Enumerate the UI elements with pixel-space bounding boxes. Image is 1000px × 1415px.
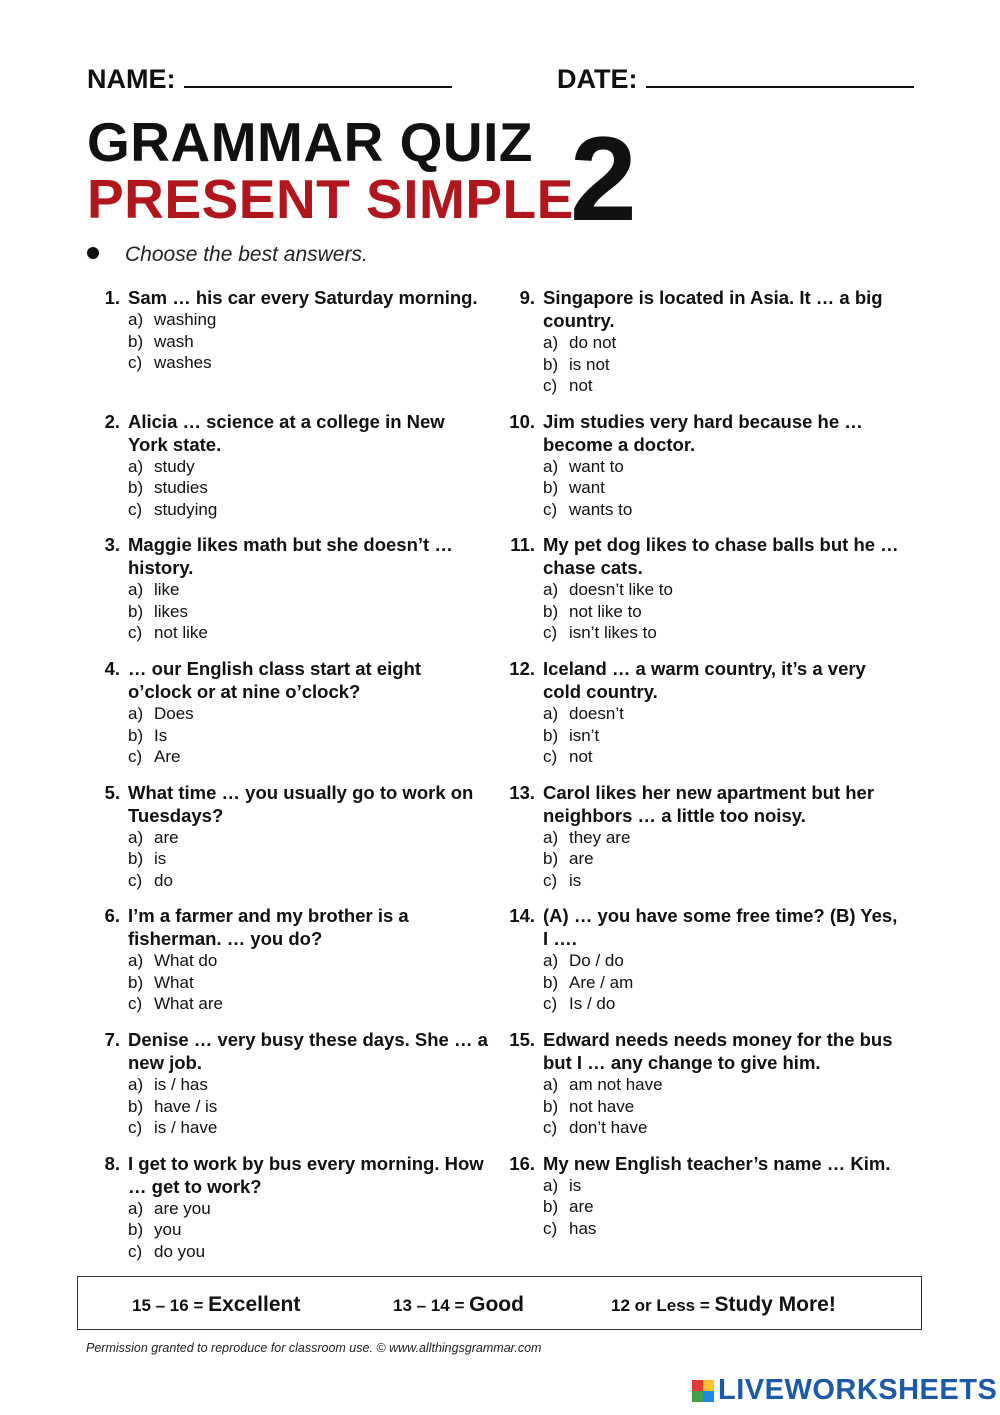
question-text: What time … you usually go to work on Tuesdays? <box>128 781 474 826</box>
option-text: wants to <box>569 499 633 519</box>
option-letter: c) <box>128 870 143 890</box>
option-letter: c) <box>128 994 143 1014</box>
liveworksheets-logo[interactable] <box>692 1374 997 1407</box>
option-text: wash <box>154 331 194 351</box>
option-letter: b) <box>128 972 144 992</box>
option-text: you <box>154 1220 182 1240</box>
question-number: 1. <box>104 287 120 308</box>
option-letter: a) <box>128 951 144 971</box>
answer-option[interactable] <box>543 622 903 644</box>
answer-option[interactable] <box>128 309 488 331</box>
score-study-more <box>611 1293 836 1317</box>
answer-option[interactable] <box>543 375 903 397</box>
answer-option[interactable] <box>128 1219 488 1241</box>
option-text: not <box>569 376 593 395</box>
answer-option[interactable] <box>128 1198 488 1220</box>
question-text: … our English class start at eight o’clock or at nine o’clock? <box>128 658 421 703</box>
option-text: Are <box>154 747 181 767</box>
answer-option[interactable] <box>128 579 488 601</box>
question-text: Iceland … a warm country, it’s a very cold country. <box>543 658 866 703</box>
option-text: Does <box>154 704 194 724</box>
bullet-icon <box>87 247 99 259</box>
option-text: studying <box>154 499 218 519</box>
option-text: studies <box>154 478 208 498</box>
date-field[interactable] <box>557 64 914 95</box>
option-text: is not <box>569 354 610 374</box>
instructions <box>87 243 368 267</box>
answer-option[interactable] <box>128 499 488 521</box>
liveworksheets-wordmark: LIVEWORKSHEETS <box>718 1374 998 1406</box>
question-9 <box>503 286 903 410</box>
answer-option[interactable] <box>128 827 488 849</box>
option-text: are <box>569 849 594 869</box>
name-line[interactable] <box>184 64 452 88</box>
question-13 <box>503 781 903 905</box>
option-letter: c) <box>128 499 143 519</box>
answer-options <box>543 1074 903 1139</box>
option-text: do you <box>154 1241 206 1261</box>
option-letter: a) <box>128 704 144 724</box>
question-number: 10. <box>509 410 535 432</box>
answer-options <box>128 1074 488 1139</box>
answer-option[interactable] <box>543 950 903 972</box>
question-2 <box>88 410 488 534</box>
question-11 <box>503 533 903 657</box>
option-text: doesn’t like to <box>569 580 673 600</box>
question-number: 9. <box>519 287 535 308</box>
option-text: not <box>569 747 593 767</box>
option-text: not like to <box>569 601 642 621</box>
question-number: 13. <box>509 781 535 803</box>
questions-left-column <box>88 286 488 1276</box>
question-number: 3. <box>104 534 120 556</box>
option-letter: c) <box>543 1118 558 1138</box>
option-letter: c) <box>543 870 558 890</box>
question-number: 12. <box>509 658 535 680</box>
answer-option[interactable] <box>128 993 488 1015</box>
answer-option[interactable] <box>128 870 488 892</box>
option-letter: a) <box>128 827 144 847</box>
answer-option[interactable] <box>128 456 488 478</box>
answer-option[interactable] <box>543 725 903 747</box>
question-text: My new English teacher’s name … Kim. <box>543 1152 891 1174</box>
name-label: NAME: <box>87 64 176 94</box>
option-text: isn’t <box>569 725 600 745</box>
answer-options <box>543 950 903 1015</box>
permission-text: Permission granted to reproduce for classroom use. © www.allthingsgrammar.com <box>86 1341 542 1355</box>
questions-right-column <box>503 286 903 1276</box>
name-field[interactable] <box>87 64 452 95</box>
question-text: Maggie likes math but she doesn’t … history. <box>128 534 453 579</box>
option-text: want <box>569 478 605 498</box>
question-number: 7. <box>104 1029 120 1051</box>
question-text: Alicia … science at a college in New York state. <box>128 410 445 455</box>
answer-option[interactable] <box>128 703 488 725</box>
answer-option[interactable] <box>543 993 903 1015</box>
answer-option[interactable] <box>543 332 903 354</box>
answer-options <box>128 309 488 374</box>
option-text: is <box>154 849 167 869</box>
option-letter: b) <box>128 1220 144 1240</box>
answer-options <box>543 332 903 397</box>
question-15 <box>503 1028 903 1152</box>
question-number: 5. <box>104 781 120 803</box>
option-letter: b) <box>543 849 559 869</box>
question-16 <box>503 1152 903 1276</box>
answer-option[interactable] <box>543 354 903 376</box>
answer-option[interactable] <box>543 703 903 725</box>
score-range: 12 or Less = <box>611 1296 710 1315</box>
answer-option[interactable] <box>128 1117 488 1139</box>
option-letter: a) <box>128 310 144 329</box>
answer-option[interactable] <box>543 456 903 478</box>
option-text: likes <box>154 601 189 621</box>
question-number: 8. <box>104 1152 120 1174</box>
answer-option[interactable] <box>128 950 488 972</box>
score-label: Good <box>469 1293 524 1316</box>
answer-option[interactable] <box>128 601 488 623</box>
option-letter: c) <box>128 1241 143 1261</box>
option-letter: a) <box>128 580 144 600</box>
question-number: 16. <box>509 1152 535 1174</box>
option-text: study <box>154 456 195 476</box>
option-text: doesn’t <box>569 704 624 724</box>
option-text: like <box>154 580 180 600</box>
option-letter: b) <box>543 354 559 374</box>
option-letter: b) <box>543 725 559 745</box>
option-letter: c) <box>543 747 558 767</box>
option-text: have / is <box>154 1096 218 1116</box>
answer-options <box>543 1175 903 1240</box>
answer-option[interactable] <box>543 848 903 870</box>
option-letter: c) <box>543 1218 558 1238</box>
option-letter: b) <box>128 478 144 498</box>
question-text: Sam … his car every Saturday morning. <box>128 287 478 308</box>
question-text: My pet dog likes to chase balls but he … chase cats. <box>543 534 899 579</box>
logo-square <box>703 1391 714 1402</box>
option-text: do not <box>569 333 617 352</box>
option-letter: a) <box>543 951 559 971</box>
answer-option[interactable] <box>128 1074 488 1096</box>
title-present-simple: PRESENT SIMPLE <box>87 168 574 230</box>
answer-options <box>128 703 488 768</box>
answer-options <box>128 456 488 521</box>
date-label: DATE: <box>557 64 638 94</box>
option-letter: b) <box>543 1197 559 1217</box>
option-letter: b) <box>543 478 559 498</box>
answer-options <box>543 827 903 892</box>
question-text: Carol likes her new apartment but her neighbors … a little too noisy. <box>543 781 875 826</box>
question-number: 6. <box>104 905 120 927</box>
date-line[interactable] <box>646 64 914 88</box>
option-letter: c) <box>128 747 143 767</box>
question-1 <box>88 286 488 410</box>
option-letter: c) <box>128 353 143 372</box>
question-5 <box>88 781 488 905</box>
score-label: Excellent <box>208 1293 301 1316</box>
option-text: they are <box>569 827 631 847</box>
option-text: don’t have <box>569 1118 648 1138</box>
question-number: 11. <box>510 534 535 556</box>
instructions-text: Choose the best answers. <box>125 243 368 266</box>
question-text: Denise … very busy these days. She … a new job. <box>128 1029 488 1074</box>
answer-option[interactable] <box>128 746 488 768</box>
option-text: Is <box>154 725 168 745</box>
answer-options <box>128 950 488 1015</box>
option-text: want to <box>569 456 624 476</box>
question-3 <box>88 533 488 657</box>
answer-option[interactable] <box>543 1218 903 1240</box>
answer-option[interactable] <box>128 477 488 499</box>
option-text: What do <box>154 951 218 971</box>
option-text: am not have <box>569 1075 663 1095</box>
option-letter: b) <box>128 725 144 745</box>
answer-option[interactable] <box>128 331 488 353</box>
option-text: Are / am <box>569 972 634 992</box>
answer-option[interactable] <box>543 499 903 521</box>
answer-option[interactable] <box>543 477 903 499</box>
option-letter: a) <box>543 333 559 352</box>
option-text: is / have <box>154 1118 218 1138</box>
option-text: is <box>569 870 582 890</box>
answer-option[interactable] <box>128 848 488 870</box>
score-box <box>77 1276 922 1330</box>
score-excellent <box>132 1293 300 1317</box>
answer-option[interactable] <box>543 827 903 849</box>
option-letter: c) <box>128 1118 143 1138</box>
option-text: is / has <box>154 1075 208 1095</box>
answer-options <box>543 456 903 521</box>
answer-options <box>128 827 488 892</box>
option-text: not like <box>154 623 208 643</box>
answer-option[interactable] <box>128 725 488 747</box>
score-range: 13 – 14 = <box>393 1296 465 1315</box>
option-text: not have <box>569 1096 635 1116</box>
liveworksheets-icon <box>692 1380 714 1402</box>
option-text: is <box>569 1175 582 1195</box>
option-letter: a) <box>543 1075 559 1095</box>
option-text: isn’t likes to <box>569 623 657 643</box>
question-6 <box>88 904 488 1028</box>
option-text: are you <box>154 1198 211 1218</box>
option-letter: b) <box>543 972 559 992</box>
question-text: Edward needs needs money for the bus but I … any change to give him. <box>543 1029 893 1074</box>
option-letter: b) <box>128 1096 144 1116</box>
option-text: washes <box>154 353 212 372</box>
option-text: What <box>154 972 194 992</box>
question-4 <box>88 657 488 781</box>
title-grammar-quiz: GRAMMAR QUIZ <box>87 111 533 173</box>
question-text: I’m a farmer and my brother is a fisherman. … you do? <box>128 905 409 950</box>
question-7 <box>88 1028 488 1152</box>
option-letter: a) <box>543 704 559 724</box>
question-number: 15. <box>509 1029 535 1051</box>
question-number: 4. <box>104 658 120 680</box>
question-10 <box>503 410 903 534</box>
option-text: are <box>569 1197 594 1217</box>
answer-option[interactable] <box>543 972 903 994</box>
answer-options <box>543 579 903 644</box>
option-text: Is / do <box>569 994 616 1014</box>
option-letter: b) <box>128 331 144 351</box>
option-letter: c) <box>543 499 558 519</box>
answer-option[interactable] <box>543 1175 903 1197</box>
option-letter: a) <box>543 827 559 847</box>
option-letter: c) <box>543 376 558 395</box>
option-text: are <box>154 827 179 847</box>
option-letter: a) <box>128 1198 144 1218</box>
option-letter: b) <box>543 1096 559 1116</box>
score-good <box>393 1293 524 1317</box>
logo-square <box>692 1380 703 1391</box>
question-text: Singapore is located in Asia. It … a big country. <box>543 287 883 331</box>
quiz-number: 2 <box>570 112 637 246</box>
option-letter: c) <box>543 623 558 643</box>
answer-option[interactable] <box>128 1241 488 1263</box>
option-letter: b) <box>128 601 144 621</box>
question-text: Jim studies very hard because he … become a doctor. <box>543 410 863 455</box>
answer-option[interactable] <box>543 1074 903 1096</box>
answer-option[interactable] <box>128 972 488 994</box>
option-text: has <box>569 1218 597 1238</box>
answer-option[interactable] <box>543 870 903 892</box>
option-letter: a) <box>543 456 559 476</box>
question-text: I get to work by bus every morning. How … get to work? <box>128 1152 484 1197</box>
answer-option[interactable] <box>543 1196 903 1218</box>
question-8 <box>88 1152 488 1276</box>
answer-option[interactable] <box>543 1096 903 1118</box>
question-number: 14. <box>509 905 535 927</box>
option-letter: a) <box>543 580 559 600</box>
option-letter: b) <box>128 849 144 869</box>
question-12 <box>503 657 903 781</box>
answer-options <box>543 703 903 768</box>
option-letter: c) <box>128 623 143 643</box>
score-label: Study More! <box>714 1293 836 1316</box>
logo-square <box>692 1391 703 1402</box>
answer-option[interactable] <box>543 746 903 768</box>
answer-options <box>128 1198 488 1263</box>
option-letter: b) <box>543 601 559 621</box>
score-range: 15 – 16 = <box>132 1296 204 1315</box>
option-text: Do / do <box>569 951 624 971</box>
option-letter: a) <box>543 1175 559 1195</box>
option-text: do <box>154 870 173 890</box>
logo-square <box>703 1380 714 1391</box>
answer-option[interactable] <box>128 622 488 644</box>
option-letter: a) <box>128 1075 144 1095</box>
answer-option[interactable] <box>543 601 903 623</box>
option-text: What are <box>154 994 223 1014</box>
option-letter: c) <box>543 994 558 1014</box>
answer-options <box>128 579 488 644</box>
question-number: 2. <box>104 410 120 432</box>
option-letter: a) <box>128 456 144 476</box>
answer-option[interactable] <box>128 1096 488 1118</box>
question-text: (A) … you have some free time? (B) Yes, I …. <box>543 905 898 950</box>
answer-option[interactable] <box>128 352 488 374</box>
answer-option[interactable] <box>543 1117 903 1139</box>
question-14 <box>503 904 903 1028</box>
answer-option[interactable] <box>543 579 903 601</box>
option-text: washing <box>154 310 217 329</box>
